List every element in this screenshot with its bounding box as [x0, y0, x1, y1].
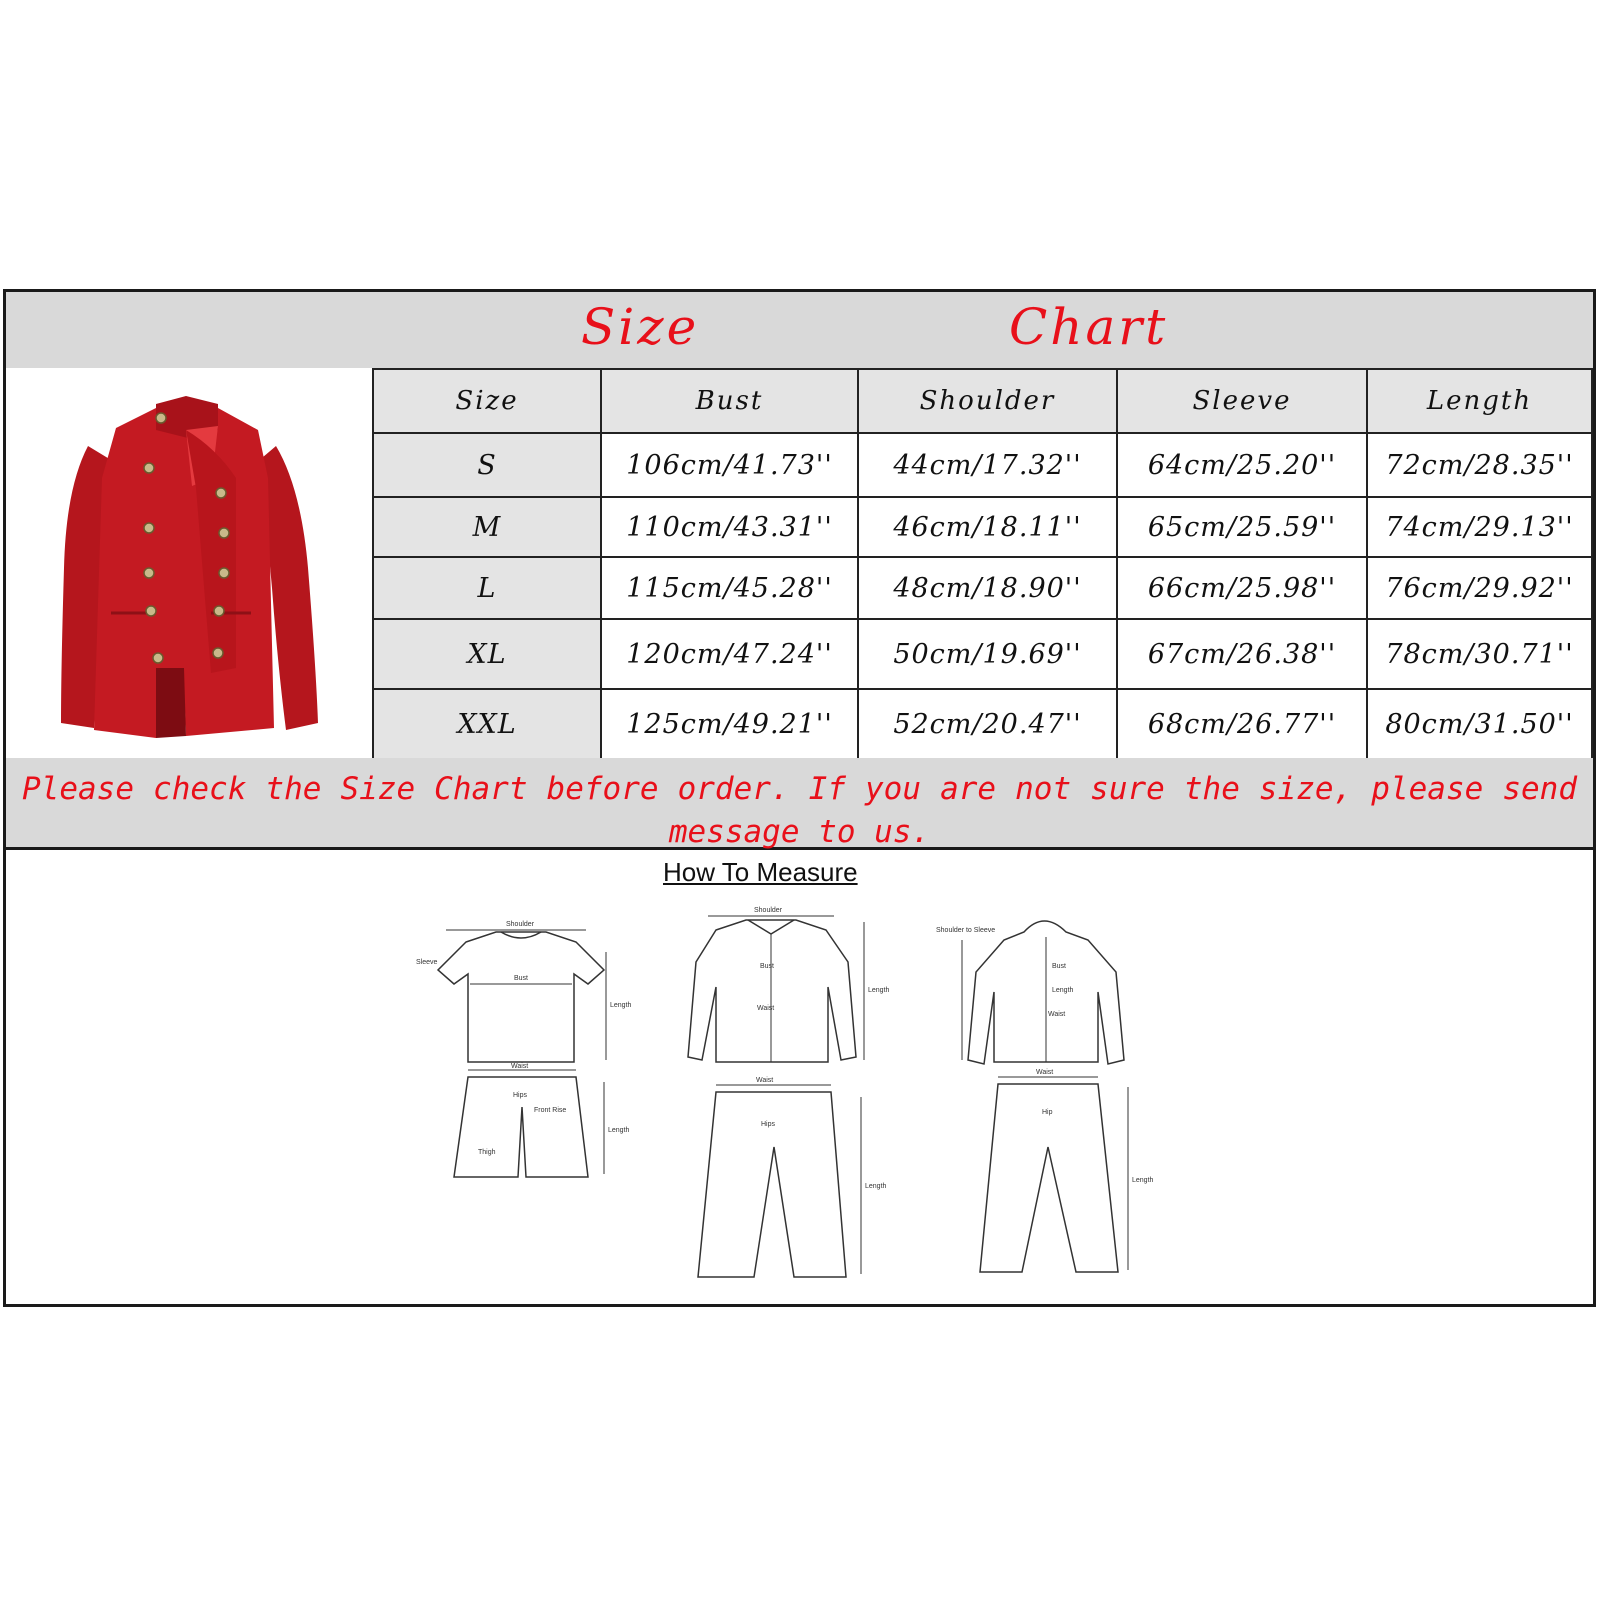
table-row: [373, 557, 1592, 619]
cell-sleeve: 65cm/25.59'': [1117, 497, 1367, 557]
cell-bust: 115cm/45.28'': [601, 557, 858, 619]
cell-bust: 106cm/41.73'': [601, 433, 858, 497]
title-chart: Chart: [1009, 298, 1169, 356]
cell-bust: 120cm/47.24'': [601, 619, 858, 689]
label-length-joggers: Length: [1132, 1177, 1154, 1184]
cell-shoulder: 52cm/20.47'': [858, 689, 1117, 759]
header-sleeve: Sleeve: [1117, 369, 1367, 433]
label-length-tshirt: Length: [610, 1002, 632, 1009]
notice-text: Please check the Size Chart before order. If you are not sure the size, please send message to us.: [22, 771, 1577, 850]
cell-length: 78cm/30.71'': [1367, 619, 1592, 689]
how-to-measure-title: How To Measure: [663, 857, 858, 887]
label-waist-shirt: Waist: [757, 1005, 775, 1012]
label-shoulder-tshirt: Shoulder: [506, 921, 535, 928]
cell-sleeve: 67cm/26.38'': [1117, 619, 1367, 689]
label-hips-trousers: Hips: [761, 1121, 776, 1128]
label-hips-shorts: Hips: [513, 1092, 528, 1099]
title-band: [6, 292, 1593, 368]
cell-sleeve: 66cm/25.98'': [1117, 557, 1367, 619]
label-length-shorts: Length: [608, 1127, 630, 1134]
label-length-shirt: Length: [868, 987, 890, 994]
header-size: Size: [373, 369, 601, 433]
label-shoulder-shirt: Shoulder: [754, 907, 783, 914]
table-row: [373, 497, 1592, 557]
table-header-row: [373, 369, 1592, 433]
cell-size: S: [373, 433, 601, 497]
cell-sleeve: 64cm/25.20'': [1117, 433, 1367, 497]
label-sleeve-tshirt: Sleeve: [416, 959, 438, 966]
cell-length: 76cm/29.92'': [1367, 557, 1592, 619]
label-bust-tshirt: Bust: [514, 975, 529, 982]
cell-size: XL: [373, 619, 601, 689]
cell-size: M: [373, 497, 601, 557]
label-bust-hoodie: Bust: [1052, 963, 1067, 970]
cell-length: 72cm/28.35'': [1367, 433, 1592, 497]
cell-bust: 125cm/49.21'': [601, 689, 858, 759]
cell-shoulder: 46cm/18.11'': [858, 497, 1117, 557]
size-table: [372, 368, 1593, 760]
cell-length: 80cm/31.50'': [1367, 689, 1592, 759]
table-row: [373, 433, 1592, 497]
table-row: [373, 619, 1592, 689]
label-waist-joggers: Waist: [1036, 1069, 1054, 1076]
how-to-measure-diagram: [376, 892, 1206, 1292]
header-shoulder: Shoulder: [858, 369, 1117, 433]
label-bust-shirt: Bust: [760, 963, 775, 970]
size-chart-panel: [3, 289, 1596, 1307]
header-bust: Bust: [601, 369, 858, 433]
cell-bust: 110cm/43.31'': [601, 497, 858, 557]
label-waist-hoodie: Waist: [1048, 1011, 1066, 1018]
product-image: [6, 368, 372, 758]
title-size: Size: [581, 298, 700, 356]
label-waist-shorts: Waist: [511, 1063, 529, 1070]
label-front-rise: Front Rise: [534, 1107, 567, 1114]
cell-shoulder: 50cm/19.69'': [858, 619, 1117, 689]
label-shoulder-to-sleeve: Shoulder to Sleeve: [936, 927, 996, 934]
cell-size: XXL: [373, 689, 601, 759]
cell-shoulder: 48cm/18.90'': [858, 557, 1117, 619]
table-row: [373, 689, 1592, 759]
label-length-trousers: Length: [865, 1183, 887, 1190]
label-hip-joggers: Hip: [1042, 1109, 1053, 1116]
label-length-hoodie: Length: [1052, 987, 1074, 994]
notice-band: [6, 758, 1593, 850]
cell-shoulder: 44cm/17.32'': [858, 433, 1117, 497]
header-length: Length: [1367, 369, 1592, 433]
label-waist-trousers: Waist: [756, 1077, 774, 1084]
red-jacket-image: [6, 368, 372, 758]
cell-length: 74cm/29.13'': [1367, 497, 1592, 557]
label-thigh: Thigh: [478, 1149, 496, 1156]
cell-size: L: [373, 557, 601, 619]
cell-sleeve: 68cm/26.77'': [1117, 689, 1367, 759]
